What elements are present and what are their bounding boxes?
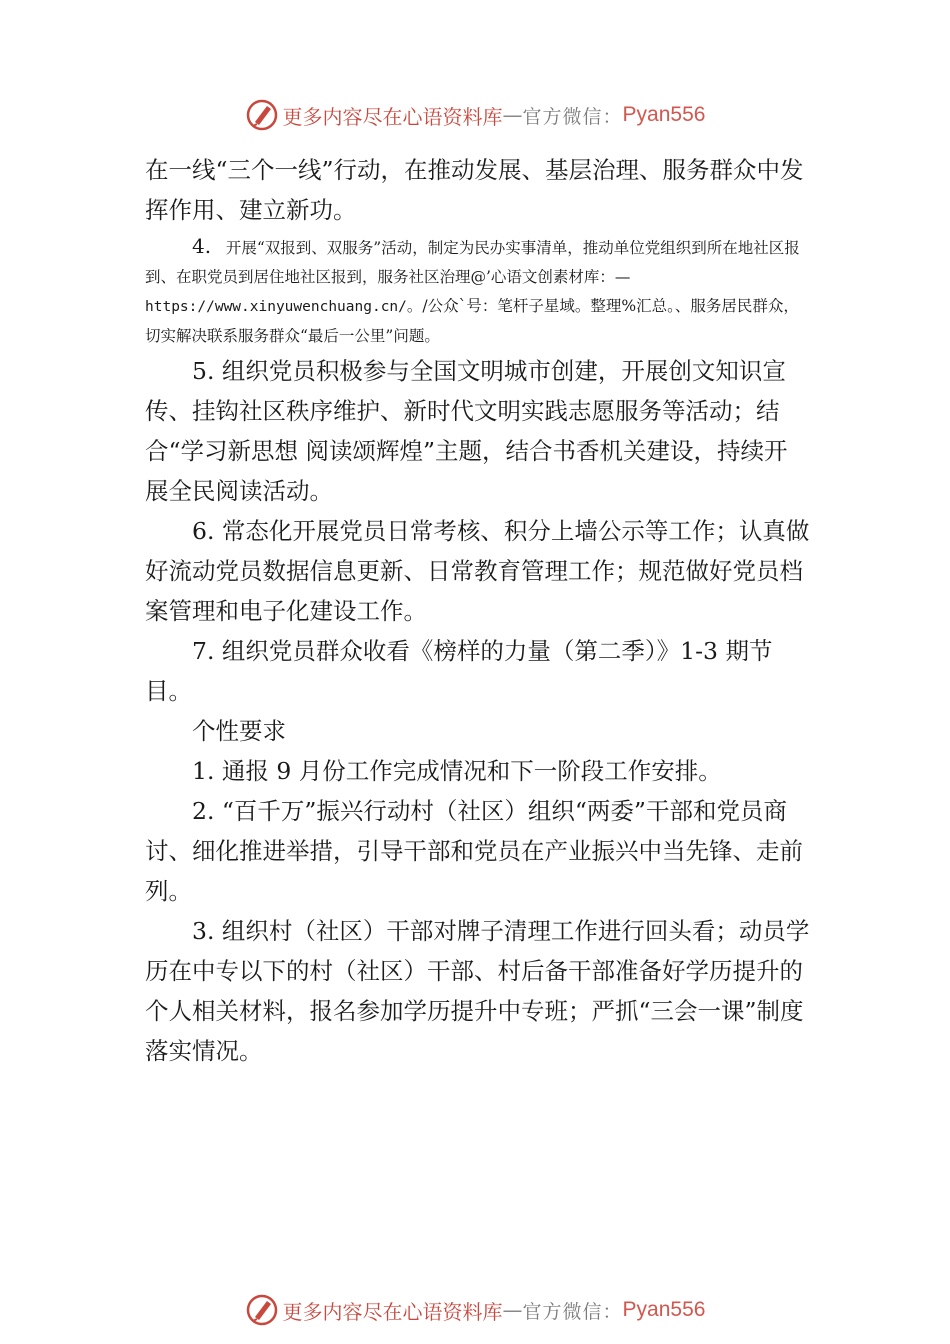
section-heading: 个性要求 (192, 717, 286, 745)
paragraph-req-2: 2. “百千万”振兴行动村（社区）组织“两委”干部和党员商讨、细化推进举措，引导干部和党员在产业振兴中当先锋、走前列。 (145, 797, 803, 905)
banner-separator: — (502, 103, 523, 127)
banner-separator: — (502, 1298, 523, 1322)
item-4-text-a: 开展“双报到、双服务”活动，制定为民办实事清单，推动单位党组织到所在地社区报到、在职党员到居住地社区报到，服务社区治理@’心语文创素材库：— (145, 239, 800, 286)
banner-wechat-label: 官方微信： (522, 105, 623, 128)
paragraph-item-4 (145, 232, 810, 351)
item-4-number: 4. (192, 234, 212, 258)
banner-text: 更多内容尽在心语资料库 (282, 104, 503, 129)
banner-wechat-id: Pyan556 (622, 103, 706, 126)
item-4-text-b: 。/公众`号：笔杆子星域。整理%汇总。、服务居民群众，切实解决联系服务群众“最后一公里”问题。 (145, 297, 799, 345)
paragraph-item-6: 6. 常态化开展党员日常考核、积分上墙公示等工作；认真做好流动党员数据信息更新、日常教育管理工作；规范做好党员档案管理和电子化建设工作。 (145, 517, 810, 625)
banner-wechat-id: Pyan556 (622, 1298, 706, 1321)
footer-banner (0, 1290, 950, 1330)
paragraph-item-5: 5. 组织党员积极参与全国文明城市创建，开展创文知识宣传、挂钩社区秩序维护、新时代文明实践志愿服务等活动；结合“学习新思想 阅读颂辉煌”主题，结合书香机关建设，持续开展全民阅读活动。 (145, 357, 788, 505)
paragraph-req-3: 3. 组织村（社区）干部对牌子清理工作进行回头看；动员学历在中专以下的村（社区）干部、村后备干部准备好学历提升的个人相关材料，报名参加学历提升中专班；严抓“三会一课”制度落实情况。 (145, 917, 810, 1065)
pen-seal-logo-icon (245, 1293, 279, 1327)
document-body (145, 150, 810, 1071)
banner-wechat-label: 官方微信： (522, 1300, 623, 1323)
header-banner (0, 95, 950, 135)
banner-text: 更多内容尽在心语资料库 (282, 1299, 503, 1324)
paragraph-req-1: 1. 通报 9 月份工作完成情况和下一阶段工作安排。 (192, 757, 722, 785)
pen-seal-logo-icon (245, 98, 279, 132)
paragraph-item-7: 7. 组织党员群众收看《榜样的力量（第二季）》1-3 期节目。 (145, 637, 773, 705)
item-4-url: https://www.xinyuwenchuang.cn/ (145, 299, 407, 315)
paragraph-continuation: 在一线“三个一线”行动，在推动发展、基层治理、服务群众中发挥作用、建立新功。 (145, 156, 804, 224)
